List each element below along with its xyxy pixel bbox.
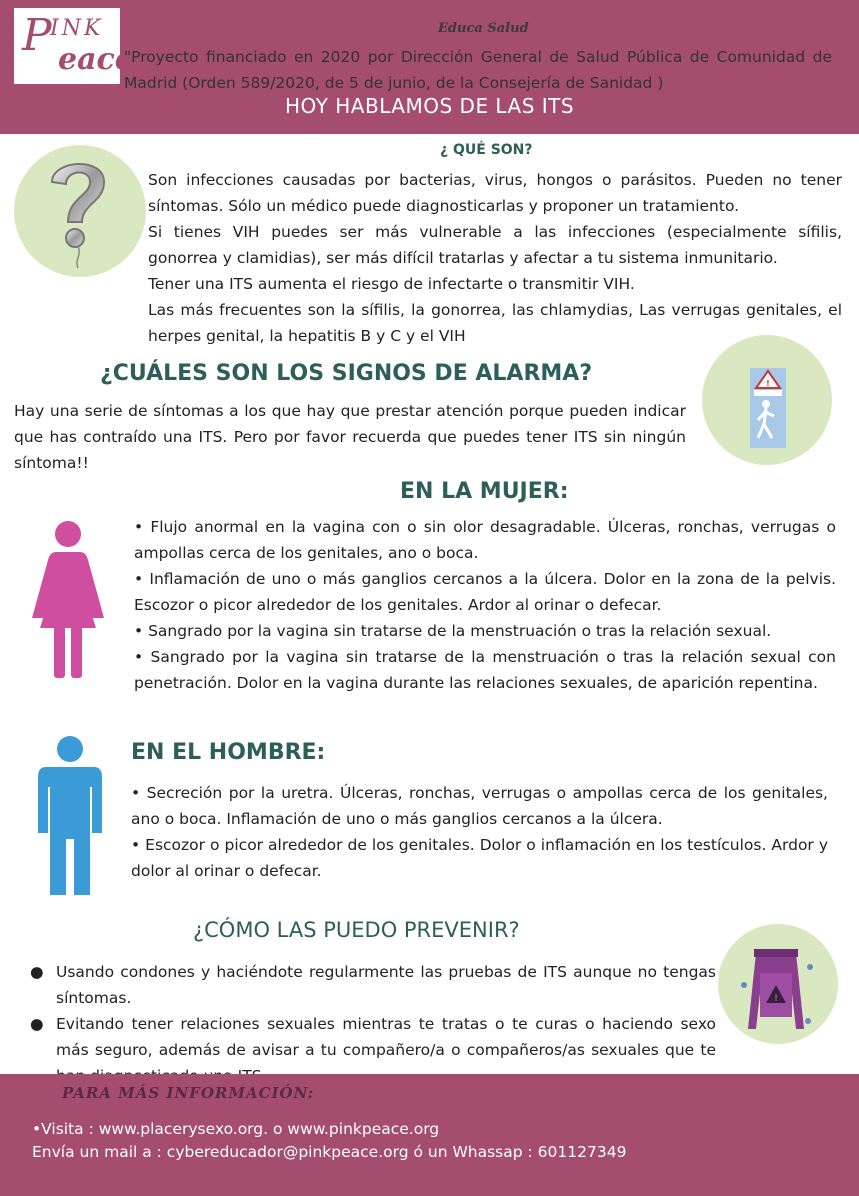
logo-letter-p: P [22,10,52,61]
que-son-paragraph: Son infecciones causadas por bacterias, virus, hongos o parásitos. Pueden no tener síntomas. Sólo un médico puede diagnosticarlas y proponer un tratamiento. [148,171,842,215]
mujer-list [134,514,836,696]
important-sign-icon [750,368,786,448]
hombre-title: EN EL HOMBRE: [131,740,326,765]
mujer-item: • Sangrado por la vagina sin tratarse de la menstruación o tras la relación sexual. [134,622,772,640]
logo-ink: INK [50,16,104,41]
warning-sign-icon [738,945,818,1035]
footer-visit-links[interactable]: •Visita : www.placerysexo.org. o www.pinkpeace.org [32,1120,440,1138]
que-son-title: ¿ QUÉ SON? [440,142,533,158]
hombre-item: • Secreción por la uretra. Úlceras, ronchas, verrugas o ampollas cerca de los genitales, ano o boca. Inflamación de uno o más ganglios cercanos a la úlcera. [131,784,828,828]
signos-title: ¿CUÁLES SON LOS SIGNOS DE ALARMA? [100,361,593,386]
mujer-title: EN LA MUJER: [400,479,569,504]
prevenir-item: ● Evitando tener relaciones sexuales mientras te tratas o te curas o haciendo sexo más seguro, además de avisar a tu compañero/a o compañeros/as sexuales que te [30,1011,716,1089]
educa-salud-label: Educa Salud [438,21,529,36]
hombre-item: • Escozor o picor alrededor de los genitales. Dolor o inflamación en los testículos. Ardor y dolor al orinar o defecar. [131,836,828,880]
mujer-item: • Inflamación de uno o más ganglios cercanos a la úlcera. Dolor en la zona de la pelvis. Escozor o picor alrededor de los genitales. Ardor al orinar o defecar. [134,570,836,614]
question-mark-icon [38,150,118,270]
que-son-paragraph: Tener una ITS aumenta el riesgo de infectarte o transmitir VIH. [148,275,635,293]
footer-contact[interactable]: Envía un mail a : cybereducador@pinkpeace.org ó un Whassap : 601127349 [32,1143,627,1161]
prevenir-list [30,959,716,1089]
svg-text:!: ! [773,994,779,1004]
logo-eace: eace [58,42,134,77]
hombre-list [131,780,828,884]
svg-text:!: ! [766,379,770,388]
mujer-item: • Sangrado por la vagina sin tratarse de la menstruación o tras la relación sexual con penetración. Dolor en la vagina durante las relaciones sexuales, de aparición repentina. [134,648,836,692]
mujer-item: • Flujo anormal en la vagina con o sin olor desagradable. Úlceras, ronchas, verrugas o ampollas cerca de los genitales, ano o boca. [134,518,836,562]
signos-intro: Hay una serie de síntomas a los que hay que prestar atención porque pueden indicar que has contraído una ITS. Pero por favor recuerda que puedes tener ITS sin ningún síntoma!! [14,402,686,472]
funding-notice: "Proyecto financiado en 2020 por Dirección General de Salud Pública de Comunidad de Madrid (Orden 589/2020, de 5 de junio, de la Consejería de Sanidad ) [124,48,832,92]
page-title: HOY HABLAMOS DE LAS ITS [285,94,575,118]
prevenir-item: ● Usando condones y haciéndote regularmente las pruebas de ITS aunque no tengas síntomas. [30,959,716,1011]
female-icon [30,520,106,680]
footer-heading: PARA MÁS INFORMACIÓN: [62,1084,315,1102]
bullet-icon: ● [30,963,44,981]
male-icon [36,735,104,897]
que-son-body [148,167,842,349]
bullet-icon: ● [30,1015,44,1033]
prevenir-title: ¿CÓMO LAS PUEDO PREVENIR? [193,918,520,942]
que-son-paragraph: Si tienes VIH puedes ser más vulnerable a las infecciones (especialmente sífilis, gonorrea y clamidias), ser más difícil tratarlas y afectar a tu sistema inmunitario. [148,223,842,267]
que-son-paragraph: Las más frecuentes son la sífilis, la gonorrea, las chlamydias, Las verrugas genitales, el herpes genital, la hepatitis B y C y el VIH [148,301,842,345]
